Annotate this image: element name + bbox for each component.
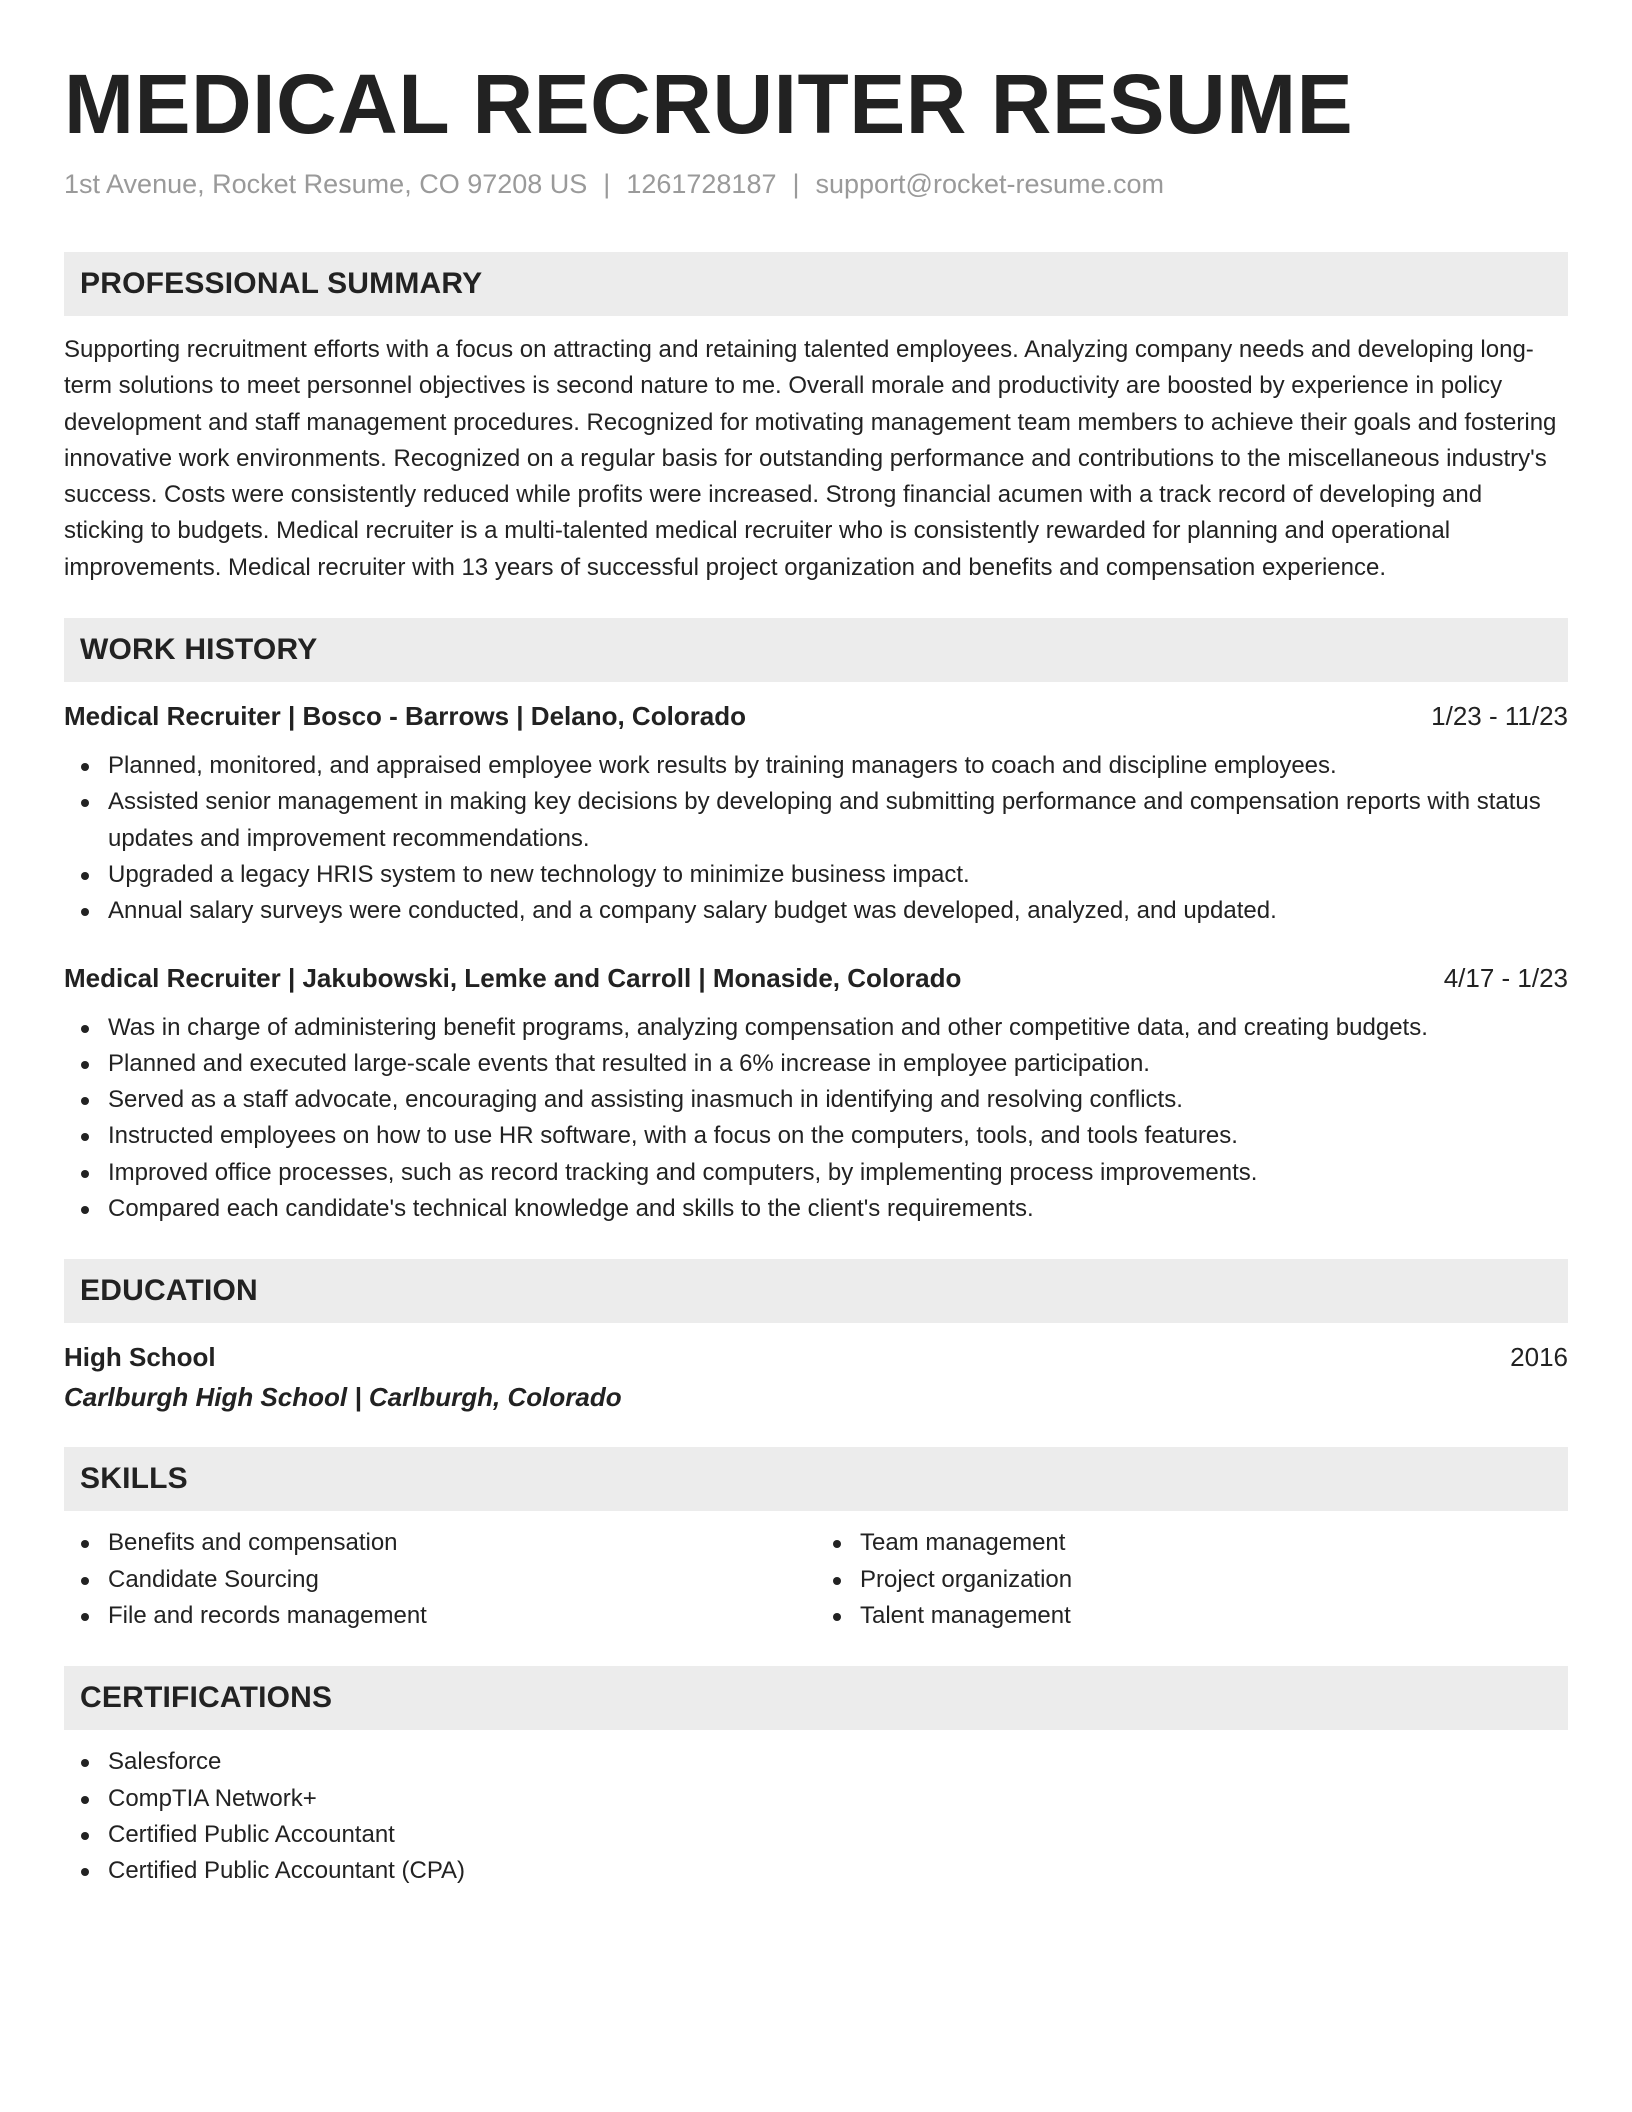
skill-item: Project organization	[816, 1562, 1568, 1598]
section-header-certifications	[64, 1666, 1568, 1730]
skill-item: File and records management	[64, 1598, 816, 1634]
contact-phone: 1261728187	[626, 169, 777, 199]
skill-item: Team management	[816, 1525, 1568, 1561]
education-degree: High School	[64, 1342, 216, 1373]
education-header	[64, 1339, 1568, 1375]
job-dates: 4/17 - 1/23	[1443, 962, 1568, 993]
skills-columns	[64, 1525, 1568, 1634]
skill-item: Benefits and compensation	[64, 1525, 816, 1561]
certification-item: Salesforce	[64, 1744, 1568, 1780]
section-title: CERTIFICATIONS	[80, 1681, 333, 1715]
resume-title: MEDICAL RECRUITER RESUME	[64, 57, 1354, 151]
job-bullets	[64, 1010, 1568, 1228]
contact-email: support@rocket-resume.com	[815, 169, 1165, 199]
list-item: Planned and executed large-scale events that resulted in a 6% increase in employee participation.	[64, 1046, 1568, 1082]
list-item: Compared each candidate's technical knowledge and skills to the client's requirements.	[64, 1191, 1568, 1227]
skills-list-right	[816, 1525, 1568, 1634]
list-item: Was in charge of administering benefit programs, analyzing compensation and other competitive data, and creating budgets.	[64, 1010, 1568, 1046]
section-title: SKILLS	[80, 1462, 188, 1496]
job-dates: 1/23 - 11/23	[1431, 701, 1568, 732]
job-header	[64, 698, 1568, 734]
job-entry	[64, 698, 1568, 929]
job-header	[64, 960, 1568, 996]
skill-item: Candidate Sourcing	[64, 1562, 816, 1598]
contact-address: 1st Avenue, Rocket Resume, CO 97208 US	[64, 169, 588, 199]
certifications-list	[64, 1744, 1568, 1889]
section-header-skills	[64, 1447, 1568, 1511]
certification-item: Certified Public Accountant (CPA)	[64, 1853, 1568, 1889]
job-title: Medical Recruiter | Bosco - Barrows | Delano, Colorado	[64, 701, 747, 732]
section-header-work-history	[64, 618, 1568, 682]
summary-text: Supporting recruitment efforts with a focus on attracting and retaining talented employees. Analyzing company needs and developing long-term solutions to meet personnel objectives is second nature to me. Overall morale and productivity are boosted by experience in policy development and staff management procedures. Recognized for motivating management team members to achieve their goals and fostering innovative work environments. Recognized on a regular basis for outstanding performance and contributions to the miscellaneous industry's success. Costs were consistently reduced while profits were increased. Strong financial acumen with a track record of developing and sticking to budgets. Medical recruiter is a multi-talented medical recruiter who is consistently rewarded for planning and operational improvements. Medical recruiter with 13 years of successful project organization and benefits and compensation experience.	[64, 336, 1557, 581]
section-header-education	[64, 1259, 1568, 1323]
list-item: Instructed employees on how to use HR software, with a focus on the computers, tools, and tools features.	[64, 1118, 1568, 1154]
job-bullets	[64, 748, 1568, 929]
section-title: EDUCATION	[80, 1274, 258, 1308]
section-title: WORK HISTORY	[80, 633, 318, 667]
list-item: Assisted senior management in making key decisions by developing and submitting performance and compensation reports with status updates and improvement recommendations.	[64, 784, 1568, 857]
education-school: Carlburgh High School | Carlburgh, Colorado	[64, 1382, 622, 1413]
education-year: 2016	[1510, 1342, 1568, 1373]
contact-separator: |	[603, 169, 611, 199]
list-item: Improved office processes, such as record tracking and computers, by implementing process improvements.	[64, 1155, 1568, 1191]
skills-list-left	[64, 1525, 816, 1634]
list-item: Annual salary surveys were conducted, and a company salary budget was developed, analyzed, and updated.	[64, 893, 1568, 929]
section-header-summary	[64, 252, 1568, 316]
list-item: Upgraded a legacy HRIS system to new technology to minimize business impact.	[64, 857, 1568, 893]
certification-item: Certified Public Accountant	[64, 1817, 1568, 1853]
list-item: Planned, monitored, and appraised employee work results by training managers to coach and discipline employees.	[64, 748, 1568, 784]
section-title: PROFESSIONAL SUMMARY	[80, 267, 483, 300]
job-title: Medical Recruiter | Jakubowski, Lemke and Carroll | Monaside, Colorado	[64, 962, 962, 993]
education-entry	[64, 1339, 1568, 1415]
job-entry	[64, 960, 1568, 1228]
contact-line	[64, 166, 1568, 202]
certification-item: CompTIA Network+	[64, 1781, 1568, 1817]
list-item: Served as a staff advocate, encouraging and assisting inasmuch in identifying and resolving conflicts.	[64, 1082, 1568, 1118]
contact-separator: |	[792, 169, 800, 199]
skill-item: Talent management	[816, 1598, 1568, 1634]
